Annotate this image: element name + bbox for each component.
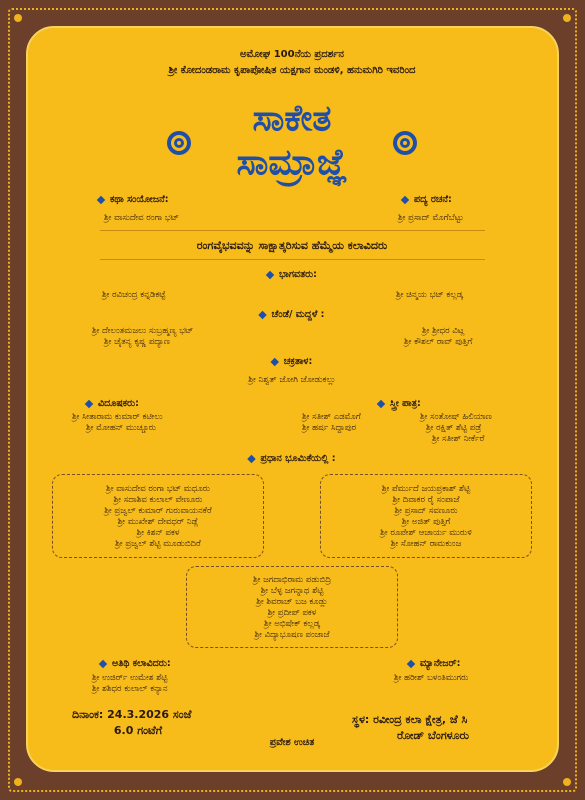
lead-right-4: ಶ್ರೀ ಅಜಿತ್ ಪುತ್ತಿಗೆ	[401, 517, 451, 527]
header-line-2: ಶ್ರೀ ಕೋದಂಡರಾಮ ಕೃಪಾಪೋಷಿತ ಯಕ್ಷಗಾನ ಮಂಡಳಿ, ಹನುಮಗಿರಿ ಇವರಿಂದ	[168, 65, 416, 76]
lead-left-3: ಶ್ರೀ ಪ್ರಜ್ವಲ್ ಕುಮಾರ್ ಗುರುವಾಯನಕೆರೆ	[104, 506, 212, 516]
header-line-1: ಅಮೋಘ 100ನೆಯ ಪ್ರದರ್ಶನ	[240, 49, 344, 60]
title-line-2: ಸಾಮ್ರಾಜ್ಞೆ	[236, 141, 348, 183]
vidushaka-1: ಶ್ರೀ ಸೀತಾರಾಮ ಕುಮಾರ್ ಕಟೀಲು	[72, 412, 163, 422]
mandala-icon	[392, 130, 418, 156]
athithi-1: ಶ್ರೀ ಉಜಿರ್ರ್ ಉಮೇಶ ಶೆಟ್ಟಿ	[92, 673, 168, 683]
story-label: ಕಥಾ ಸಂಯೋಜನೆ:	[98, 195, 169, 205]
diamond-bullet-icon	[99, 659, 107, 667]
lead-center-1: ಶ್ರೀ ಜಗದಾಭಿರಾಮ ಪಡುಬಿದ್ರಿ	[252, 575, 332, 585]
chende-label: ಚೆಂಡೆ/ ಮದ್ದಳೆ :	[260, 310, 325, 320]
chakrathala-name: ಶ್ರೀ ನಿಶ್ವತ್ ಜೋಗಿ ಜೋಡುಕಲ್ಲು	[248, 375, 336, 385]
diamond-bullet-icon	[407, 659, 415, 667]
lead-center-3: ಶ್ರೀ ಶಿವರಾಜ್ ಬಜ ಕೂಡ್ಲು	[256, 597, 328, 607]
diamond-bullet-icon	[266, 270, 274, 278]
lead-center-6: ಶ್ರೀ ವಿದ್ಯಾಭೂಷಣ ಪಂಜಾಜೆ	[254, 630, 330, 640]
chende-right-2: ಶ್ರೀ ಕೌಶಲ್ ರಾವ್ ಪುತ್ತಿಗೆ	[404, 337, 473, 347]
lead-right-5: ಶ್ರೀ ರೂಪೇಶ್ ಆಚಾರ್ಯ ಮುರುಳಿ	[380, 528, 472, 538]
story-name: ಶ್ರೀ ವಾಸುದೇವ ರಂಗಾ ಭಟ್	[104, 213, 179, 223]
chakrathala-label: ಚಕ್ರತಾಳ:	[272, 357, 313, 367]
lead-right-2: ಶ್ರೀ ದಿವಾಕರ ರೈ ಸಂಪಾಜೆ	[392, 495, 460, 505]
pradhana-label: ಪ್ರಧಾನ ಭೂಮಿಕೆಯಲ್ಲಿ :	[248, 454, 335, 464]
stree-left-1: ಶ್ರೀ ಸತೀಶ್ ಎಡಮೊಗೆ	[302, 412, 361, 422]
venue-line-2: ರೋಡ್ ಬೆಂಗಳೂರು	[397, 729, 469, 742]
chende-right-1: ಶ್ರೀ ಶ್ರೀಧರ ವಿಟ್ಲ	[422, 326, 465, 336]
chende-left-1: ಶ್ರೀ ದೇಲಂತಮಜಲು ಸುಬ್ರಹ್ಮಣ್ಯ ಭಟ್	[92, 326, 194, 336]
play-title	[237, 96, 348, 184]
bhagavatharu-label: ಭಾಗವತರು:	[267, 270, 317, 280]
lead-left-1: ಶ್ರೀ ವಾಸುದೇವ ರಂಗಾ ಭಟ್ ಮಧೂರು	[106, 484, 210, 494]
vidushakaru-label: ವಿದೂಷಕರು:	[86, 399, 139, 409]
poetry-name: ಶ್ರೀ ಪ್ರಸಾದ್ ಮೊಗೆಬೆಟ್ಟು	[398, 213, 464, 223]
manager-name: ಶ್ರೀ ಹರೀಶ್ ಬಳಂತಿಮುಗರು	[394, 673, 469, 683]
corner-dot	[14, 778, 22, 786]
lead-left-5: ಶ್ರೀ ಕಿಶನ್ ಪಕಳ	[136, 528, 180, 538]
diamond-bullet-icon	[401, 195, 409, 203]
lead-right-3: ಶ್ರೀ ಪ್ರಸಾದ್ ಸವಣೂರು	[394, 506, 458, 516]
lead-right-1: ಶ್ರೀ ಪೆರ್ಮುದೆ ಜಯಪ್ರಕಾಶ್ ಶೆಟ್ಟಿ	[381, 484, 471, 494]
stree-left-2: ಶ್ರೀ ಹರ್ಷ ಸಿದ್ದಾಪುರ	[302, 423, 357, 433]
vidushaka-2: ಶ್ರೀ ಮೋಹನ್ ಮುಚ್ಚೂರು	[86, 423, 156, 433]
lead-center-5: ಶ್ರೀ ಅಭಿಷೇಕ್ ಕಲ್ಲಡ್ಕ	[264, 619, 320, 629]
corner-dot	[14, 14, 22, 22]
diamond-bullet-icon	[85, 399, 93, 407]
diamond-bullet-icon	[97, 195, 105, 203]
diamond-bullet-icon	[377, 399, 385, 407]
poetry-label: ಪದ್ಯ ರಚನೆ:	[402, 195, 452, 205]
venue-line-1: ಸ್ಥಳ: ರವೀಂದ್ರ ಕಲಾ ಕ್ಷೇತ್ರ, ಜೆ ಸಿ	[352, 713, 468, 726]
stree-right-3: ಶ್ರೀ ಸತೀಶ್ ನೀರ್ಕೆರೆ	[432, 434, 485, 444]
corner-dot	[563, 778, 571, 786]
lead-center-2: ಶ್ರೀ ಬೆಳ್ಳ ಜಗನ್ನಾಥ ಶೆಟ್ಟಿ	[260, 586, 324, 596]
stree-label: ಸ್ತ್ರೀ ಪಾತ್ರ:	[378, 399, 421, 409]
stree-right-1: ಶ್ರೀ ಸಂತೋಷ್ ಹಿಲಿಯಾಣ	[420, 412, 492, 422]
athithi-label: ಅತಿಥಿ ಕಲಾವಿದರು:	[100, 659, 171, 669]
bhagavatha-right: ಶ್ರೀ ಚಿನ್ಮಯ ಭಟ್ ಕಲ್ಲಡ್ಕ	[396, 290, 463, 300]
divider	[100, 230, 485, 231]
lead-left-2: ಶ್ರೀ ಸದಾಶಿವ ಕುಲಾಲ್ ವೇಣೂರು	[113, 495, 203, 505]
title-line-1: ಸಾಕೇತ	[252, 97, 332, 139]
entry-free: ಪ್ರವೇಶ ಉಚಿತ	[269, 737, 315, 748]
date-line-1: ದಿನಾಂಕ: 24.3.2026 ಸಂಜೆ	[72, 708, 192, 721]
date-line-2: 6.0 ಗಂಟೆಗೆ	[113, 724, 163, 737]
corner-dot	[563, 14, 571, 22]
diamond-bullet-icon	[247, 454, 255, 462]
mandala-icon	[166, 130, 192, 156]
diamond-bullet-icon	[270, 357, 278, 365]
manager-label: ಮ್ಯಾನೇಜರ್:	[408, 659, 460, 669]
divider	[100, 259, 485, 260]
lead-left-4: ಶ್ರೀ ಮುಖೇಶ್ ದೇವಧರ್ ನಿಡ್ಲೆ	[117, 517, 199, 527]
lead-left-6: ಶ್ರೀ ಪ್ರಜ್ವಲ್ ಶೆಟ್ಟಿ ಮೂಡುಬಿದಿರೆ	[115, 539, 201, 549]
lead-center-4: ಶ್ರೀ ಪ್ರದೀಪ್ ಪಕಳ	[267, 608, 317, 618]
bhagavatha-left: ಶ್ರೀ ರವಿಚಂದ್ರ ಕನ್ನಡಿಕಟ್ಟೆ	[102, 290, 166, 300]
artists-banner: ರಂಗವೈಭವವನ್ನು ಸಾಕ್ಷಾತ್ಕರಿಸುವ ಹೆಮ್ಮೆಯ ಕಲಾವಿದರು	[196, 239, 388, 252]
athithi-2: ಶ್ರೀ ಶಶಿಧರ ಕುಲಾಲ್ ಕನ್ಯಾನ	[92, 684, 168, 694]
chende-left-2: ಶ್ರೀ ಚೈತನ್ಯ ಕೃಷ್ಣ ಪದ್ಯಾಣ	[104, 337, 170, 347]
lead-right-6: ಶ್ರೀ ಸೋಹನ್ ರಾಮಕುಂಜ	[390, 539, 462, 549]
diamond-bullet-icon	[258, 310, 266, 318]
stree-right-2: ಶ್ರೀ ರಕ್ಷಿತ್ ಶೆಟ್ಟಿ ಪಡ್ರೆ	[426, 423, 482, 433]
